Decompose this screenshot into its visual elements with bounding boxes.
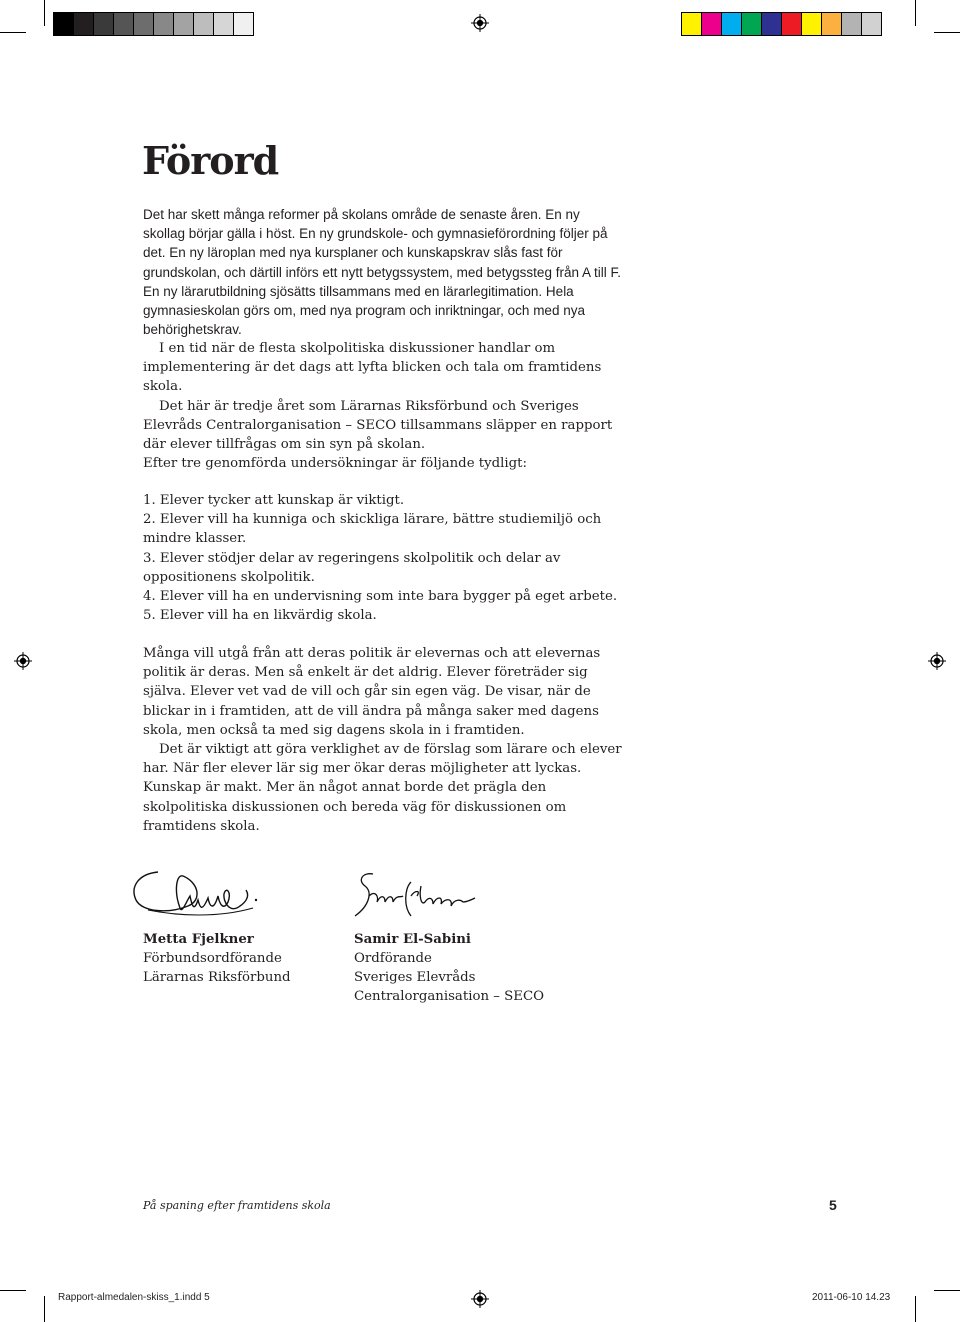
crop-mark [915, 1296, 916, 1322]
color-swatch [742, 13, 762, 35]
closing-paragraph: Det är viktigt att göra verklighet av de förslag som lärare och elever har. När fler elever lär sig mer ökar deras möjligheter att lyckas. Kunskap är makt. Mer än något annat borde det prägla den skolpolitiska diskussionen och bereda väg för diskussionen om framtidens skola. [143, 742, 622, 834]
closing-text [143, 644, 623, 836]
color-swatch [702, 13, 722, 35]
signature-samir-el-sabini [345, 866, 480, 926]
signer-role: Ordförande [354, 951, 432, 966]
registration-mark-icon [14, 652, 32, 670]
crop-mark [934, 32, 960, 33]
registration-mark-icon [471, 14, 489, 32]
color-swatch [74, 13, 94, 35]
list-item: 2. Elever vill ha kunniga och skickliga lärare, bättre studiemiljö och mindre klasser. [143, 512, 602, 547]
grayscale-color-bar [53, 12, 254, 36]
intro-text [143, 205, 623, 339]
intro-paragraph: I en tid när de flesta skolpolitiska diskussioner handlar om implementering är det dags att lyfta blicken och tala om framtidens skola. [143, 341, 602, 395]
crop-mark [44, 0, 45, 26]
signer-org-line2: Centralorganisation – SECO [354, 989, 545, 1004]
color-swatch [782, 13, 802, 35]
list-item: 1. Elever tycker att kunskap är viktigt. [143, 493, 405, 508]
crop-mark [915, 0, 916, 26]
signer-org: Lärarnas Riksförbund [143, 970, 291, 985]
signer-block [354, 930, 544, 1006]
color-swatch [154, 13, 174, 35]
color-swatch [722, 13, 742, 35]
list-item: 3. Elever stödjer delar av regeringens skolpolitik och delar av oppositionens skolpolitik. [143, 550, 561, 585]
signer-block [143, 930, 291, 987]
signer-org: Sveriges Elevråds [354, 970, 476, 985]
color-swatch [54, 13, 74, 35]
color-swatch [94, 13, 114, 35]
slug-date: 2011-06-10 14.23 [812, 1292, 891, 1303]
intro-paragraph: Det här är tredje året som Lärarnas Riksförbund och Sveriges Elevråds Centralorganisation – SECO tillsammans släpper en rapport där elever tillfrågas om sin syn på skolan. [143, 398, 613, 453]
signer-role: Förbundsordförande [143, 951, 282, 966]
findings-intro-text: Efter tre genomförda undersökningar är följande tydligt: [143, 456, 527, 471]
intro-text-continued [143, 339, 623, 454]
color-swatch [842, 13, 862, 35]
running-footer-title: På spaning efter framtidens skola [143, 1199, 331, 1212]
slug-file-name: Rapport-almedalen-skiss_1.indd 5 [58, 1292, 210, 1303]
list-item: 4. Elever vill ha en undervisning som inte bara bygger på eget arbete. [143, 589, 618, 605]
color-swatch [822, 13, 842, 35]
findings-intro [143, 454, 623, 473]
signer-name: Samir El-Sabini [354, 932, 471, 947]
color-swatch [134, 13, 154, 35]
process-color-bar [681, 12, 882, 36]
crop-mark [44, 1296, 45, 1322]
registration-mark-icon [928, 652, 946, 670]
signer-name: Metta Fjelkner [143, 932, 254, 947]
color-swatch [174, 13, 194, 35]
crop-mark [0, 1290, 26, 1291]
list-item: 5. Elever vill ha en likvärdig skola. [143, 608, 377, 624]
signature-metta-fjelkner [128, 862, 263, 922]
crop-mark [0, 32, 26, 33]
page-title: Förord [142, 138, 279, 183]
color-swatch [214, 13, 234, 35]
color-swatch [114, 13, 134, 35]
registration-mark-icon [471, 1290, 489, 1308]
intro-paragraph: Det har skett många reformer på skolans område de senaste åren. En ny skollag börjar gälla i höst. En ny grundskole- och gymnasieförordning följer på det. En ny läroplan med nya kursplaner och kunskapskrav slås fast för grundskolan, och därtill införs ett nytt betygssystem, med betygssteg från A till F. En ny lärarutbildning sjösätts tillsammans med en lärarlegitimation. Hela gymnasieskolan görs om, med nya program och inriktningar, och med nya behörighetskrav. [143, 207, 621, 338]
crop-mark [934, 1290, 960, 1291]
color-swatch [234, 13, 253, 35]
color-swatch [682, 13, 702, 35]
closing-paragraph: Många vill utgå från att deras politik är elevernas och att elevernas politik är deras. Men så enkelt är det aldrig. Elever företräder sig själva. Elever vet vad de vill och går sin egen väg. De visar, när de blickar in i framtiden, att de vill ändra på många saker med dagens skola, men också ta med sig dagens skola in i framtiden. [143, 646, 601, 738]
color-swatch [862, 13, 881, 35]
color-swatch [194, 13, 214, 35]
page-number: 5 [829, 1197, 837, 1213]
color-swatch [802, 13, 822, 35]
color-swatch [762, 13, 782, 35]
findings-list [143, 491, 623, 625]
